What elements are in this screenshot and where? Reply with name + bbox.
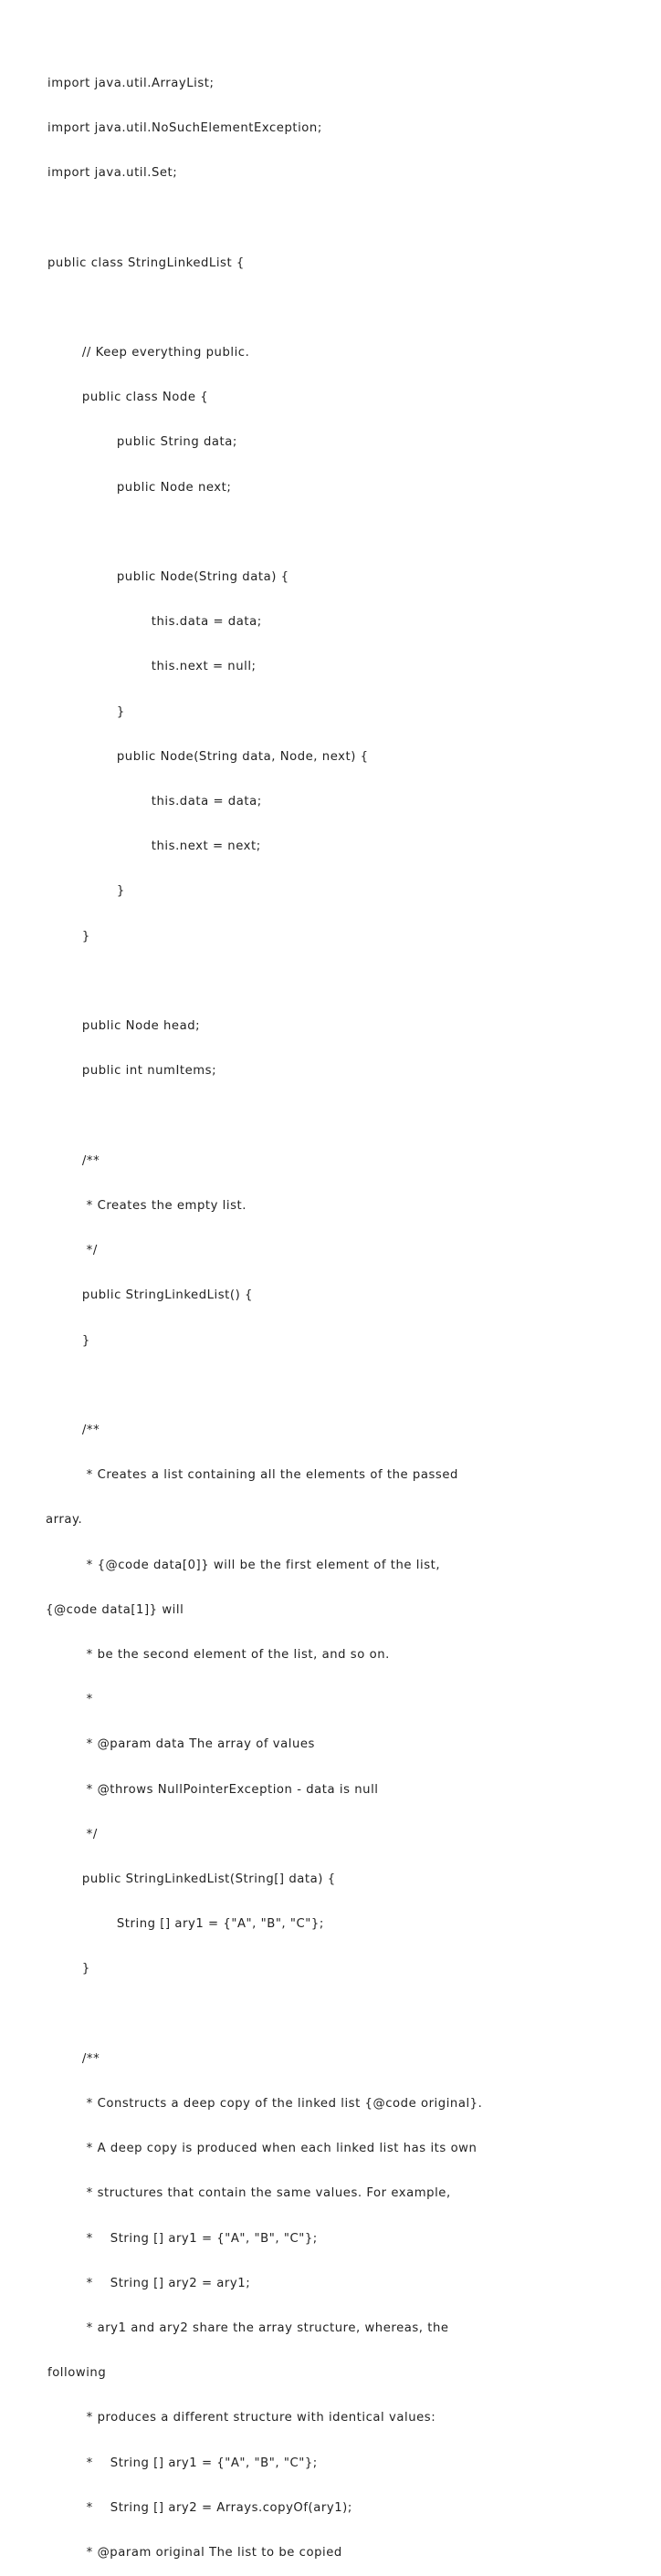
code-line: * @param original The list to be copied — [47, 2545, 342, 2560]
code-line — [47, 2008, 650, 2022]
code-line: public Node next; — [47, 480, 232, 495]
code-line — [47, 526, 650, 540]
code-line: * {@code data[0]} will be the first element of the list, — [47, 1558, 441, 1572]
code-line: this.next = next; — [47, 840, 261, 854]
code-line: this.data = data; — [47, 615, 262, 630]
code-line: this.data = data; — [47, 795, 262, 809]
code-line: * ary1 and ary2 share the array structure, whereas, the — [47, 2320, 449, 2335]
code-document — [47, 47, 650, 2576]
code-line: /** — [47, 1153, 100, 1168]
code-line: * Constructs a deep copy of the linked list {@code original}. — [47, 2096, 483, 2111]
code-line — [47, 1379, 650, 1393]
code-line: } — [47, 884, 125, 899]
code-line: public int numItems; — [47, 1064, 217, 1079]
code-line: import java.util.ArrayList; — [47, 76, 215, 90]
code-line: * structures that contain the same values. For example, — [47, 2186, 451, 2201]
code-line — [47, 211, 650, 225]
code-line: String [] ary1 = {"A", "B", "C"}; — [47, 1917, 324, 1932]
code-line: public Node(String data, Node, next) { — [47, 749, 369, 764]
code-line: * String [] ary2 = ary1; — [47, 2276, 251, 2290]
code-line: * produces a different structure with identical values: — [47, 2411, 436, 2425]
code-line: public StringLinkedList(String[] data) { — [47, 1872, 336, 1886]
code-line: this.next = null; — [47, 660, 257, 674]
code-line: public String data; — [47, 435, 237, 450]
code-line — [47, 301, 650, 316]
code-line: /** — [47, 1423, 100, 1437]
code-line: * Creates the empty list. — [47, 1198, 247, 1213]
code-line: * @throws NullPointerException - data is null — [47, 1782, 379, 1797]
code-line: import java.util.NoSuchElementException; — [47, 121, 322, 136]
code-line: // Keep everything public. — [47, 346, 250, 360]
code-line: * String [] ary2 = Arrays.copyOf(ary1); — [47, 2500, 352, 2515]
code-line: public Node head; — [47, 1019, 201, 1034]
code-line: public class Node { — [47, 391, 209, 405]
code-line: */ — [47, 1244, 98, 1258]
code-line: public class StringLinkedList { — [47, 256, 245, 270]
code-line: * A deep copy is produced when each linked list has its own — [47, 2142, 477, 2156]
code-line: import java.util.Set; — [47, 166, 178, 181]
code-line: * String [] ary1 = {"A", "B", "C"}; — [47, 2231, 318, 2246]
code-line — [47, 1109, 650, 1123]
code-line: following — [47, 2366, 107, 2381]
code-line: * Creates a list containing all the elements of the passed — [47, 1468, 458, 1483]
code-line: * String [] ary1 = {"A", "B", "C"}; — [47, 2456, 318, 2470]
code-line: array. — [46, 1513, 83, 1528]
code-line: * — [47, 1693, 93, 1707]
code-line: } — [47, 704, 125, 719]
code-line: */ — [47, 1827, 98, 1841]
code-line: {@code data[1]} will — [46, 1602, 184, 1617]
code-line: } — [47, 929, 90, 944]
code-line: * be the second element of the list, and so on. — [47, 1647, 390, 1662]
code-line — [47, 975, 650, 989]
code-line: public StringLinkedList() { — [47, 1288, 253, 1303]
code-line: } — [47, 1962, 90, 1976]
code-line: } — [47, 1333, 90, 1348]
code-line: * @param data The array of values — [47, 1737, 315, 1752]
code-line: public Node(String data) { — [47, 570, 289, 585]
code-line: /** — [47, 2051, 100, 2066]
